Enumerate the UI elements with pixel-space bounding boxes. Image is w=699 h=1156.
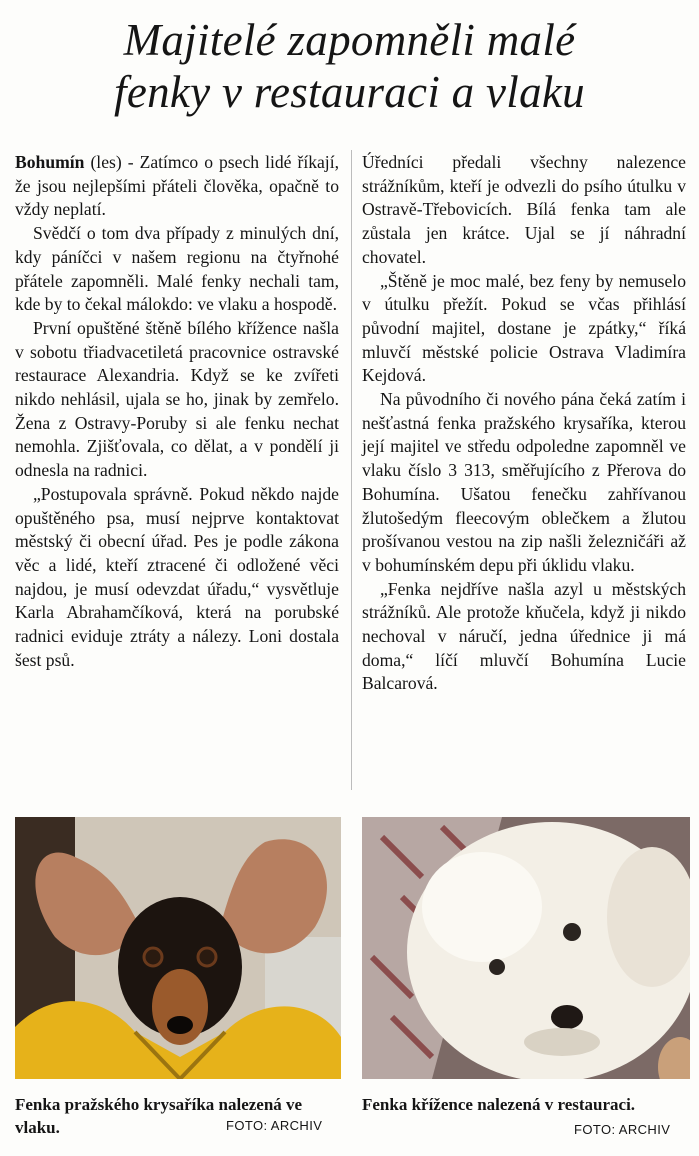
column-divider bbox=[351, 150, 352, 790]
paragraph: První opuštěné štěně bílého křížence našla v sobotu třiadvacetiletá pracovnice ostravské restaurace Alexandria. Když se ke zvířeti nikdo nehlásil, ujala se ho, jinak by zemřelo. Žena z Ostravy-Poruby si ale fenku nechat nemohla. Zjišťovala, co dělat, a v pondělí ji odnesla na radnici. bbox=[15, 317, 339, 481]
photo-credit: FOTO: ARCHIV bbox=[226, 1118, 323, 1133]
paragraph: Svědčí o tom dva případy z minulých dní, kdy páníčci v našem regionu na čtyřnohé přátele zapomněli. Malé fenky nechali tam, kde by to čekal málokdo: ve vlaku a hospodě. bbox=[15, 223, 339, 315]
photo-caption-pinscher: Fenka pražského krysaříka nalezená ve vlaku. bbox=[15, 1095, 303, 1137]
paragraph: Na původního či nového pána čeká zatím i nešťastná fenka pražského krysaříka, kterou její majitel ve středu odpoledne zapomněl ve vlaku číslo 3 313, směřujícího z Přerova do Bohumína. Ušatou fenečku zahřívanou žlutošedým fleecovým oblečkem a žlutou prošívanou vestou na zip našli železničáři až v bohumínském depu při úklidu vlaku. bbox=[362, 389, 686, 575]
paragraph: „Postupovala správně. Pokud někdo najde opuštěného psa, musí nejprve kontaktovat městský či obecní úřad. Pes je podle zákona věc a lidé, kteří ztracené či odložené věci najdou, je musí odevzdat úřadu,“ vysvětluje Karla Abrahamčíková, která na porubské radnici eviduje ztráty a nálezy. Loni dostala šest psů. bbox=[15, 483, 339, 670]
dog-eye-left bbox=[144, 948, 162, 966]
headline-line-2: fenky v restauraci a vlaku bbox=[114, 67, 585, 117]
paragraph: „Štěně je moc malé, bez feny by nemuselo v útulku přežít. Pokud se včas přihlásí původní majitel, dostane je zpátky,“ říká mluvčí městské policie Ostrava Vladimíra Kejdová. bbox=[362, 270, 686, 386]
article-column-right bbox=[362, 151, 686, 696]
puppy-mouth-shade bbox=[524, 1028, 600, 1056]
puppy-illustration bbox=[362, 817, 690, 1079]
puppy-nose bbox=[551, 1005, 583, 1029]
dog-nose bbox=[167, 1016, 193, 1034]
paragraph: „Fenka nejdříve našla azyl u městských strážníků. Ale protože kňučela, když ji nikdo nechoval v náručí, jedna úřednice ji má doma,“ líčí mluvčí Bohumína Lucie Balcarová. bbox=[362, 578, 686, 694]
headline-line-1: Majitelé zapomněli malé bbox=[123, 15, 576, 65]
article-headline bbox=[0, 14, 699, 118]
puppy-fur-highlight bbox=[422, 852, 542, 962]
photo-caption-puppy: Fenka křížence nalezená v restauraci. bbox=[362, 1095, 636, 1114]
dog-eye-right bbox=[198, 948, 216, 966]
paragraph-intro-text: (les) - Zatímco o psech lidé říkají, že jsou nejlepšími přáteli člověka, opačně to vždy neplatí. bbox=[15, 152, 339, 220]
photo-white-puppy bbox=[362, 817, 690, 1079]
pinscher-illustration bbox=[15, 817, 341, 1079]
dateline: Bohumín bbox=[15, 152, 85, 172]
puppy-eye-right bbox=[563, 923, 581, 941]
paragraph: Úředníci předali všechny nalezence strážníkům, kteří je odvezli do psího útulku v Ostravě-Třebovicích. Bílá fenka tam ale zůstala jen krátce. Ujal se jí náhradní chovatel. bbox=[362, 152, 686, 267]
puppy-eye-left bbox=[489, 959, 505, 975]
paragraph-intro bbox=[15, 151, 339, 222]
article-column-left bbox=[15, 151, 339, 672]
photo-pinscher bbox=[15, 817, 341, 1079]
photo-credit: FOTO: ARCHIV bbox=[574, 1122, 671, 1137]
